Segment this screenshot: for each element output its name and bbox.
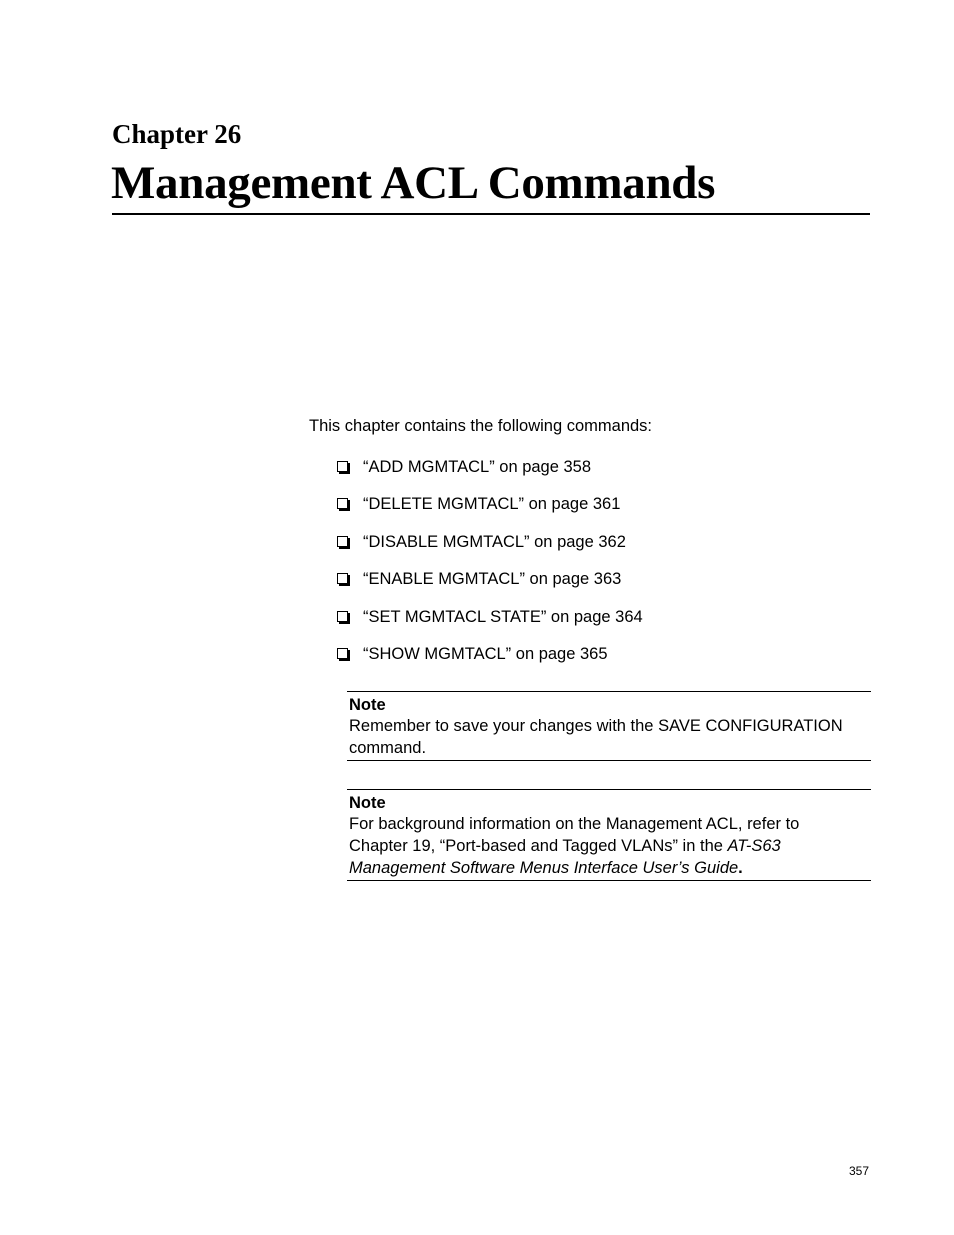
note-heading: Note bbox=[349, 794, 386, 812]
list-item[interactable] bbox=[337, 568, 643, 605]
note-text-line: For background information on the Management ACL, refer to bbox=[349, 815, 800, 833]
note-heading: Note bbox=[349, 696, 386, 714]
title-divider bbox=[112, 213, 870, 215]
chapter-title: Management ACL Commands bbox=[111, 157, 716, 209]
note-save-config bbox=[347, 691, 871, 761]
command-link[interactable]: “DISABLE MGMTACL” on page 362 bbox=[363, 532, 626, 551]
page-number: 357 bbox=[849, 1164, 870, 1178]
checkbox-bullet-icon bbox=[337, 461, 348, 472]
note-text-line: Remember to save your changes with the SAVE CONFIGURATION bbox=[349, 717, 843, 735]
list-item[interactable] bbox=[337, 531, 643, 568]
list-item[interactable] bbox=[337, 493, 643, 530]
note-text-line: command. bbox=[349, 739, 427, 757]
note-text-line: Chapter 19, “Port-based and Tagged VLANs” in the bbox=[349, 837, 728, 855]
list-item[interactable] bbox=[337, 606, 643, 643]
list-item[interactable] bbox=[337, 643, 643, 680]
checkbox-bullet-icon bbox=[337, 648, 348, 659]
note-period: . bbox=[738, 859, 743, 877]
guide-title-part: AT-S63 bbox=[727, 837, 781, 855]
note-text bbox=[349, 715, 869, 759]
guide-title-part: Management Software Menus Interface User’s Guide bbox=[349, 859, 739, 877]
chapter-label: Chapter 26 bbox=[112, 119, 242, 149]
checkbox-bullet-icon bbox=[337, 498, 348, 509]
checkbox-bullet-icon bbox=[337, 573, 348, 584]
intro-text: This chapter contains the following commands: bbox=[309, 417, 653, 435]
note-text bbox=[349, 813, 869, 879]
checkbox-bullet-icon bbox=[337, 536, 348, 547]
command-link[interactable]: “SET MGMTACL STATE” on page 364 bbox=[363, 607, 643, 626]
command-link[interactable]: “DELETE MGMTACL” on page 361 bbox=[363, 495, 621, 514]
note-background-info bbox=[347, 789, 871, 881]
command-link[interactable]: “ADD MGMTACL” on page 358 bbox=[363, 458, 592, 476]
command-link[interactable]: “SHOW MGMTACL” on page 365 bbox=[363, 644, 608, 663]
command-link[interactable]: “ENABLE MGMTACL” on page 363 bbox=[363, 570, 622, 589]
list-item[interactable] bbox=[337, 456, 643, 493]
command-list bbox=[337, 456, 643, 680]
checkbox-bullet-icon bbox=[337, 611, 348, 622]
